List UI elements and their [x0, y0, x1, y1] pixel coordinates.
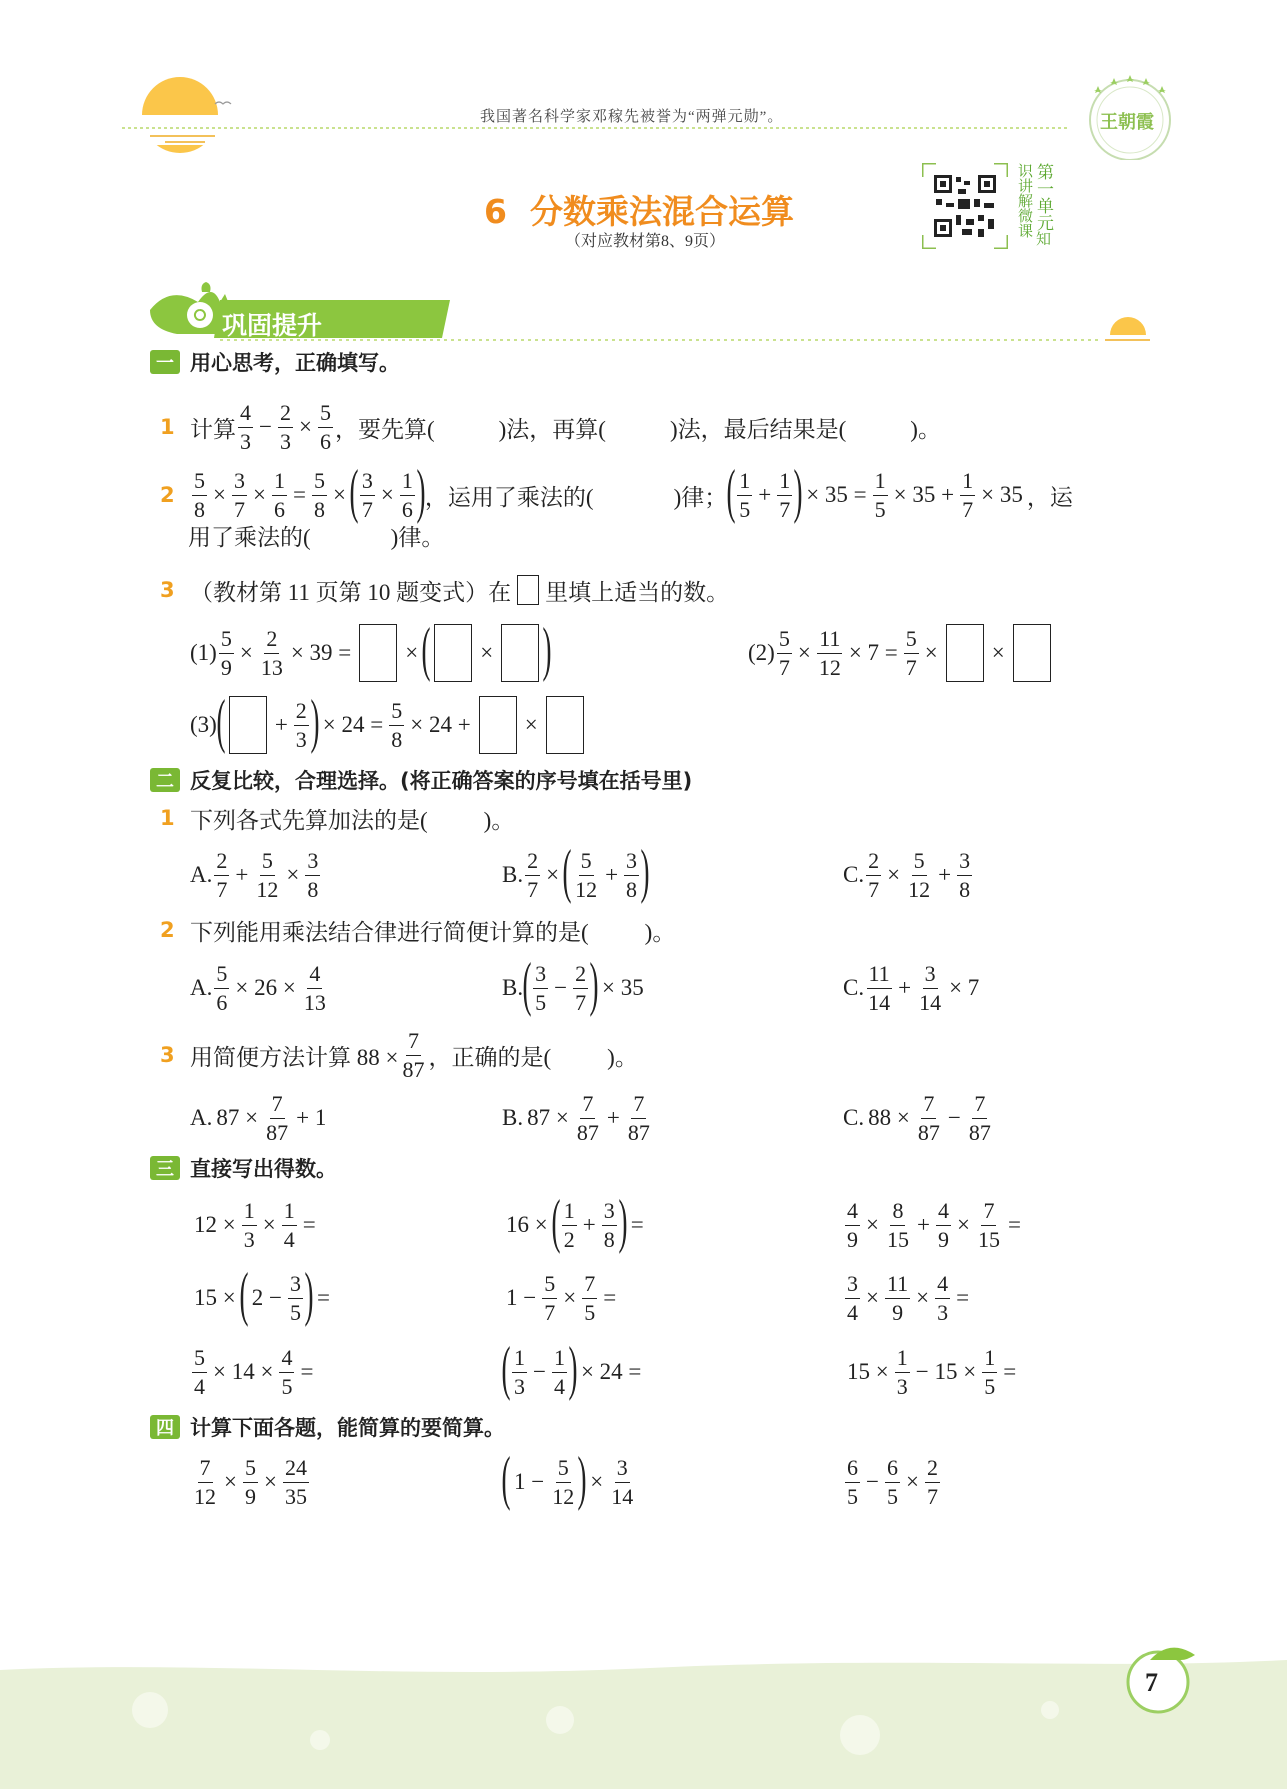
option-a[interactable]: A. $\frac{2}{7}$ + $\frac{5}{12}$ × $\frac{3}{8}$: [190, 847, 319, 902]
unit-label: 第一单元: [1033, 163, 1053, 231]
option-a[interactable]: A. 87 × $\frac{7}{87}$ + 1: [190, 1090, 327, 1145]
option-b[interactable]: B. 87 × $\frac{7}{87}$ + $\frac{7}{87}$: [502, 1090, 650, 1145]
calc-item: 16 × ( $\frac{1}{2}$ + $\frac{3}{8}$ ) =: [506, 1188, 644, 1254]
question-1-1: 1 计算 $\frac{4}{3}$ − $\frac{2}{3}$ × $\frac{5}{6}$ ，要先算( )法，再算( )法，最后结果是( )。: [160, 399, 941, 454]
calc-item: $\frac{3}{4}$ × $\frac{11}{9}$ × $\frac{4}{3}$ =: [847, 1270, 970, 1325]
option-b[interactable]: B. $\frac{2}{7}$ × ( $\frac{5}{12}$ + $\frac{3}{8}$ ): [502, 838, 650, 904]
calc-item: 15 × $\frac{1}{3}$ − 15 × $\frac{1}{5}$ =: [847, 1344, 1017, 1399]
answer-box-sample: [517, 575, 539, 605]
section-3-header: [150, 1148, 337, 1188]
section-4-header: [150, 1407, 505, 1447]
section-1-header: [150, 342, 400, 382]
calc-item: 1 − $\frac{5}{7}$ × $\frac{7}{5}$ =: [506, 1270, 617, 1325]
choice-2-2: 2 下列能用乘法结合律进行简便计算的是( )。: [160, 918, 676, 945]
qr-label: [1012, 163, 1052, 255]
question-1-3: 3 （教材第 11 页第 10 题变式）在 里填上适当的数。: [160, 570, 729, 610]
choice-2-1: 1 下列各式先算加法的是( )。: [160, 806, 515, 833]
header-decoration: [0, 0, 1287, 160]
answer-box[interactable]: [229, 696, 267, 754]
calc-item: $\frac{4}{9}$ × $\frac{8}{15}$ + $\frac{4}{9}$ × $\frac{7}{15}$ =: [847, 1197, 1021, 1252]
calc-item: $\frac{7}{12}$ × $\frac{5}{9}$ × $\frac{24}{35}$: [194, 1454, 307, 1509]
choice-2-3: 3 用简便方法计算 88 × $\frac{7}{87}$ ，正确的是( )。: [160, 1027, 638, 1082]
option-c[interactable]: C. $\frac{11}{14}$ + $\frac{3}{14}$ × 7: [843, 960, 980, 1015]
section-title: 用心思考，正确填写。: [190, 351, 400, 375]
header-fact: 我国著名科学家邓稼先被誉为“两弹元勋”。: [480, 109, 784, 125]
qr-code[interactable]: [922, 163, 1008, 249]
section-title: 计算下面各题，能简算的要简算。: [190, 1416, 505, 1440]
question-1-3-2: (2) $\frac{5}{7}$ × $\frac{11}{12}$ × 7 = $\frac{5}{7}$ × ×: [748, 618, 1055, 688]
question-1-2: 2 $\frac{5}{8}$ × $\frac{3}{7}$ × $\frac{1}{6}$ = $\frac{5}{8}$ × ( $\frac{3}{7}$ × $\frac{1}{6}$ ) ，运用了乘法的( )律； ( $\frac{1}{5}$ + $\frac{1}{7}$ ) × 35 = $\frac{1}{5}$ × 35 + $\frac{1}{7}$ × 35 ，运: [160, 458, 1073, 524]
section-badge: 三: [150, 1156, 180, 1180]
publisher-logo: 王朝霞: [1100, 112, 1154, 132]
banner-title: 巩固提升: [222, 311, 323, 340]
section-badge: 一: [150, 350, 180, 374]
answer-box[interactable]: [1013, 624, 1051, 682]
calc-item: $\frac{5}{4}$ × 14 × $\frac{4}{5}$ =: [194, 1344, 314, 1399]
footer-decoration: [0, 1640, 1287, 1789]
option-c[interactable]: C. $\frac{2}{7}$ × $\frac{5}{12}$ + $\frac{3}{8}$: [843, 847, 971, 902]
calc-item: ( 1 − $\frac{5}{12}$ ) × $\frac{3}{14}$: [501, 1445, 634, 1511]
question-1-3-3: (3) ( + $\frac{2}{3}$ ) × 24 = $\frac{5}{8}$ × 24 + ×: [190, 690, 588, 760]
section-title: 直接写出得数。: [190, 1157, 337, 1181]
calc-item: 15 × ( 2 − $\frac{3}{5}$ ) =: [194, 1261, 330, 1327]
section-badge: 二: [150, 768, 180, 792]
section-title: 反复比较，合理选择。(将正确答案的序号填在括号里): [190, 769, 693, 793]
option-b[interactable]: B. ( $\frac{3}{5}$ − $\frac{2}{7}$ ) × 35: [502, 951, 644, 1017]
answer-box[interactable]: [359, 624, 397, 682]
lesson-label: 知识讲解微课: [1016, 163, 1052, 246]
page-number: 7: [1145, 1668, 1158, 1697]
answer-box[interactable]: [546, 696, 584, 754]
section-badge: 四: [150, 1415, 180, 1439]
calc-item: 12 × $\frac{1}{3}$ × $\frac{1}{4}$ =: [194, 1197, 316, 1252]
option-a[interactable]: A. $\frac{5}{6}$ × 26 × $\frac{4}{13}$: [190, 960, 326, 1015]
calc-item: $\frac{6}{5}$ − $\frac{6}{5}$ × $\frac{2}{7}$: [847, 1454, 938, 1509]
question-1-2-cont: 用了乘法的( )律。: [188, 524, 445, 550]
answer-box[interactable]: [479, 696, 517, 754]
answer-box[interactable]: [434, 624, 472, 682]
section-2-header: [150, 760, 692, 800]
calc-item: ( $\frac{1}{3}$ − $\frac{1}{4}$ ) × 24 =: [501, 1335, 642, 1401]
page-subtitle: （对应教材第8、9页）: [565, 233, 726, 250]
question-1-3-1: (1) $\frac{5}{9}$ × $\frac{2}{13}$ × 39 = × ( × ): [190, 616, 552, 682]
page-title: 6 分数乘法混合运算: [484, 192, 794, 231]
option-c[interactable]: C. 88 × $\frac{7}{87}$ − $\frac{7}{87}$: [843, 1090, 991, 1145]
answer-box[interactable]: [946, 624, 984, 682]
answer-box[interactable]: [501, 624, 539, 682]
